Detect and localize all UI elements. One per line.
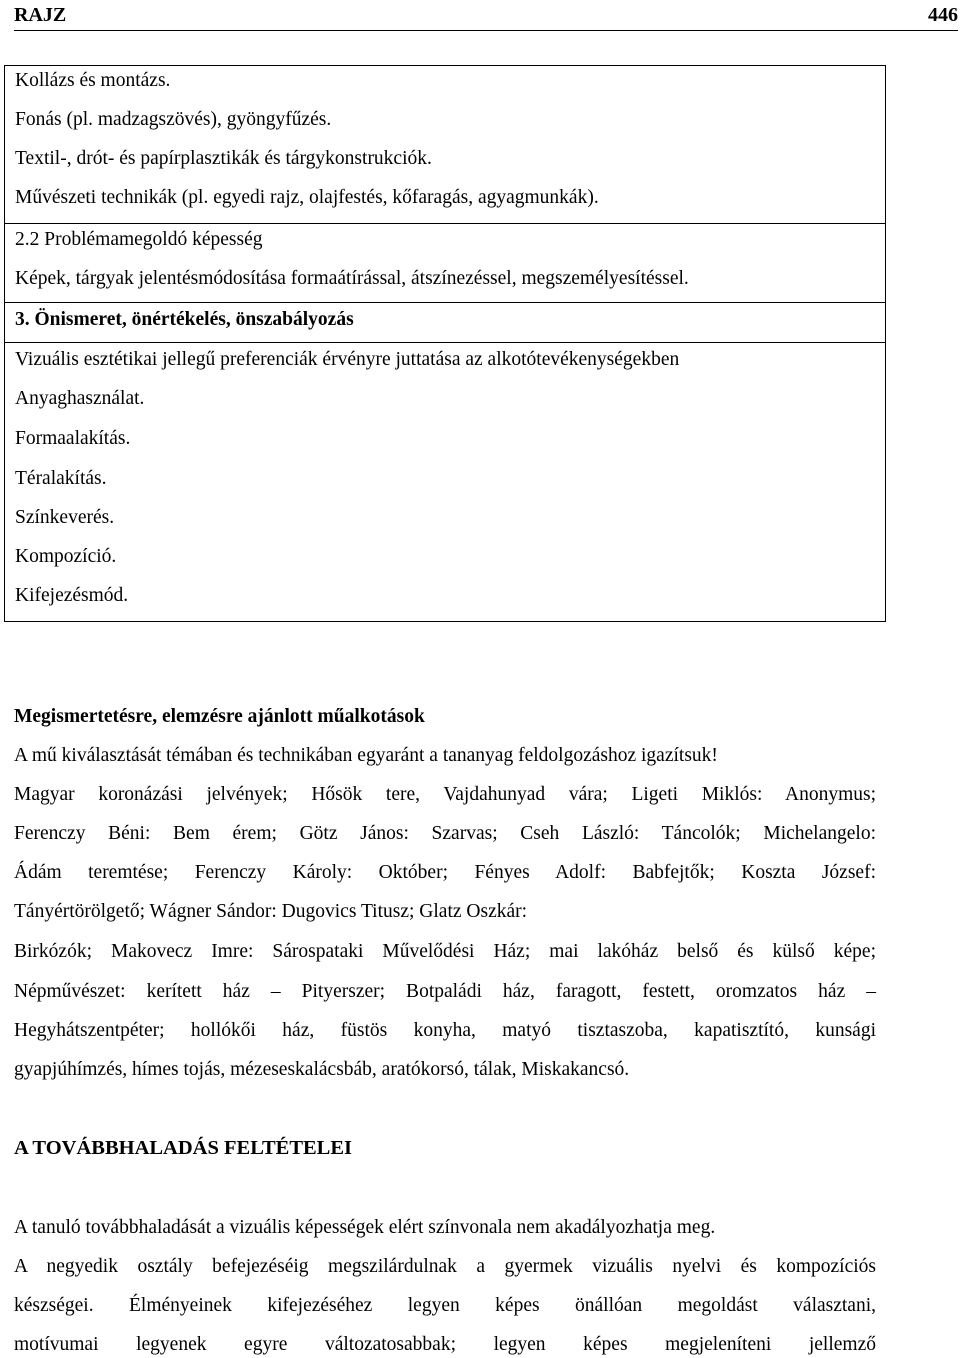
section-3-title: 3. Önismeret, önértékelés, önszabályozás bbox=[15, 309, 354, 330]
box-line: Fonás (pl. madzagszövés), gyöngyfűzés. bbox=[15, 109, 332, 130]
box-line: Kollázs és montázs. bbox=[15, 70, 171, 91]
box-line: Művészeti technikák (pl. egyedi rajz, olajfestés, kőfaragás, agyagmunkák). bbox=[15, 187, 599, 208]
progress-line: készségei. Élményeinek kifejezéséhez legyen képes önállóan megoldást választani, bbox=[14, 1295, 876, 1316]
section-2-2-text: Képek, tárgyak jelentésmódosítása formaátírással, átszínezéssel, megszemélyesítéssel. bbox=[15, 268, 689, 289]
artworks-line: Népművészet: kerített ház – Pityerszer; Botpaládi ház, faragott, festett, oromzatos ház – bbox=[14, 981, 876, 1002]
section-3-line: Vizuális esztétikai jellegű preferenciák érvényre juttatása az alkotótevékenységekben bbox=[15, 349, 680, 370]
progress-paragraph: A tanuló továbbhaladását a vizuális képességek elért színvonala nem akadályozhatja meg. bbox=[14, 1217, 716, 1238]
progress-heading: A TOVÁBBHALADÁS FELTÉTELEI bbox=[14, 1137, 352, 1159]
artworks-line: Magyar koronázási jelvények; Hősök tere, Vajdahunyad vára; Ligeti Miklós: Anonymus; bbox=[14, 784, 876, 805]
artworks-line: gyapjúhímzés, hímes tojás, mézeseskalácsbáb, aratókorsó, tálak, Miskakancsó. bbox=[14, 1059, 630, 1080]
table-divider bbox=[5, 223, 885, 224]
content-table bbox=[4, 65, 886, 622]
section-3-line: Kompozíció. bbox=[15, 546, 117, 567]
table-divider bbox=[5, 342, 885, 343]
page-number: 446 bbox=[928, 4, 958, 26]
artworks-line: Birkózók; Makovecz Imre: Sárospataki Művelődési Ház; mai lakóház belső és külső képe; bbox=[14, 941, 876, 962]
subject-title: RAJZ bbox=[14, 4, 67, 26]
artworks-intro: A mű kiválasztását témában és technikában egyaránt a tananyag feldolgozáshoz igazítsuk! bbox=[14, 745, 718, 766]
section-3-line: Anyaghasználat. bbox=[15, 388, 145, 409]
section-3-line: Kifejezésmód. bbox=[15, 585, 129, 606]
artworks-line: Hegyhátszentpéter; hollókői ház, füstös konyha, matyó tisztaszoba, kapatisztító, kunsági bbox=[14, 1020, 876, 1041]
table-divider bbox=[5, 302, 885, 303]
section-3-line: Színkeverés. bbox=[15, 507, 115, 528]
artworks-line: Ferenczy Béni: Bem érem; Götz János: Szarvas; Cseh László: Táncolók; Michelangelo: bbox=[14, 823, 876, 844]
progress-line: A negyedik osztály befejezéséig megszilárdulnak a gyermek vizuális nyelvi és kompozíciós bbox=[14, 1256, 876, 1277]
section-3-line: Téralakítás. bbox=[15, 468, 107, 489]
section-2-2-title: 2.2 Problémamegoldó képesség bbox=[15, 229, 263, 250]
section-3-line: Formaalakítás. bbox=[15, 428, 131, 449]
progress-line: motívumai legyenek egyre változatosabbak; legyen képes megjeleníteni jellemző bbox=[14, 1334, 876, 1355]
artworks-heading: Megismertetésre, elemzésre ajánlott műalkotások bbox=[14, 706, 425, 727]
artworks-line: Tányértörölgető; Wágner Sándor: Dugovics Titusz; Glatz Oszkár: bbox=[14, 901, 528, 922]
artworks-line: Ádám teremtése; Ferenczy Károly: Október; Fényes Adolf: Babfejtők; Koszta József: bbox=[14, 862, 876, 883]
page-header bbox=[14, 2, 958, 31]
box-line: Textil-, drót- és papírplasztikák és tárgykonstrukciók. bbox=[15, 148, 432, 169]
